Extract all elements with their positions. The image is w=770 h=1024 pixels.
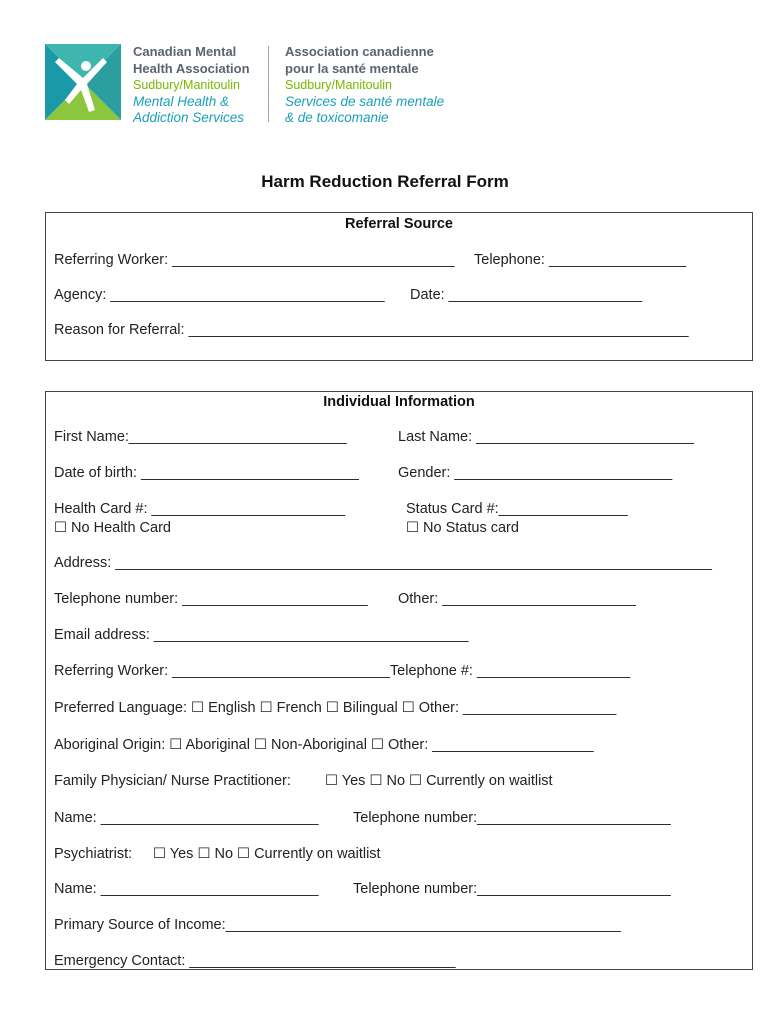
address-field[interactable]: Address: __________________________________________________________________________ [54, 555, 713, 571]
preferred-language-options[interactable]: Preferred Language: ☐ English ☐ French ☐ Bilingual ☐ Other: ___________________ [54, 700, 617, 716]
psychiatrist-name-field[interactable]: Name: ___________________________ [54, 881, 319, 897]
psychiatrist-label: Psychiatrist: [54, 846, 133, 862]
logo-en-line5: Addiction Services [133, 110, 245, 125]
referral-source-heading: Referral Source [345, 216, 453, 232]
logo-fr-line5: & de toxicomanie [285, 110, 389, 125]
agency-field[interactable]: Agency: __________________________________ [54, 287, 385, 303]
emergency-contact-field[interactable]: Emergency Contact: _________________________________ [54, 953, 456, 969]
logo-en-line2: Health Association [133, 60, 250, 76]
referral-source-section [45, 212, 753, 361]
reason-for-referral-field[interactable]: Reason for Referral: ______________________________________________________________ [54, 322, 689, 338]
family-physician-label: Family Physician/ Nurse Practitioner: [54, 773, 291, 789]
cmha-logo [45, 44, 465, 124]
aboriginal-origin-options[interactable]: Aboriginal Origin: ☐ Aboriginal ☐ Non-Aboriginal ☐ Other: ____________________ [54, 737, 594, 753]
physician-name-field[interactable]: Name: ___________________________ [54, 810, 319, 826]
cmha-figure-icon [45, 44, 121, 120]
primary-income-field[interactable]: Primary Source of Income:_________________________________________________ [54, 917, 621, 933]
health-card-field[interactable]: Health Card #: ________________________ [54, 501, 346, 517]
individual-referring-worker-field[interactable]: Referring Worker: ___________________________Telephone #: ___________________ [54, 663, 631, 679]
logo-en-line4: Mental Health & [133, 93, 230, 109]
individual-information-section [45, 391, 753, 970]
no-health-card-checkbox[interactable]: ☐ No Health Card [54, 520, 171, 536]
other-contact-field[interactable]: Other: ________________________ [398, 591, 636, 607]
logo-french-text [285, 44, 444, 127]
logo-fr-line4: Services de santé mentale [285, 93, 445, 109]
logo-en-line3: Sudbury/Manitoulin [133, 78, 241, 92]
status-card-field[interactable]: Status Card #:________________ [406, 501, 628, 517]
logo-fr-line1: Association canadienne [285, 44, 434, 59]
first-name-field[interactable]: First Name:___________________________ [54, 429, 347, 445]
family-physician-options[interactable]: ☐ Yes ☐ No ☐ Currently on waitlist [325, 773, 553, 789]
psychiatrist-telephone-field[interactable]: Telephone number:________________________ [353, 881, 671, 897]
psychiatrist-options[interactable]: ☐ Yes ☐ No ☐ Currently on waitlist [153, 846, 381, 862]
logo-en-line1: Canadian Mental [133, 44, 237, 59]
form-title: Harm Reduction Referral Form [261, 172, 509, 191]
referral-telephone-field[interactable]: Telephone: _________________ [474, 252, 687, 268]
logo-fr-line2: pour la santé mentale [285, 60, 419, 76]
date-of-birth-field[interactable]: Date of birth: ___________________________ [54, 465, 359, 481]
logo-divider [268, 46, 269, 122]
no-status-card-checkbox[interactable]: ☐ No Status card [406, 520, 519, 536]
individual-information-heading: Individual Information [323, 394, 475, 410]
physician-telephone-field[interactable]: Telephone number:________________________ [353, 810, 671, 826]
referring-worker-field[interactable]: Referring Worker: ___________________________________ [54, 252, 455, 268]
logo-english-text [133, 44, 250, 127]
gender-field[interactable]: Gender: ___________________________ [398, 465, 673, 481]
telephone-number-field[interactable]: Telephone number: _______________________ [54, 591, 368, 607]
last-name-field[interactable]: Last Name: ___________________________ [398, 429, 694, 445]
email-address-field[interactable]: Email address: _______________________________________ [54, 627, 469, 643]
logo-fr-line3: Sudbury/Manitoulin [285, 78, 393, 92]
date-field[interactable]: Date: ________________________ [410, 287, 643, 303]
